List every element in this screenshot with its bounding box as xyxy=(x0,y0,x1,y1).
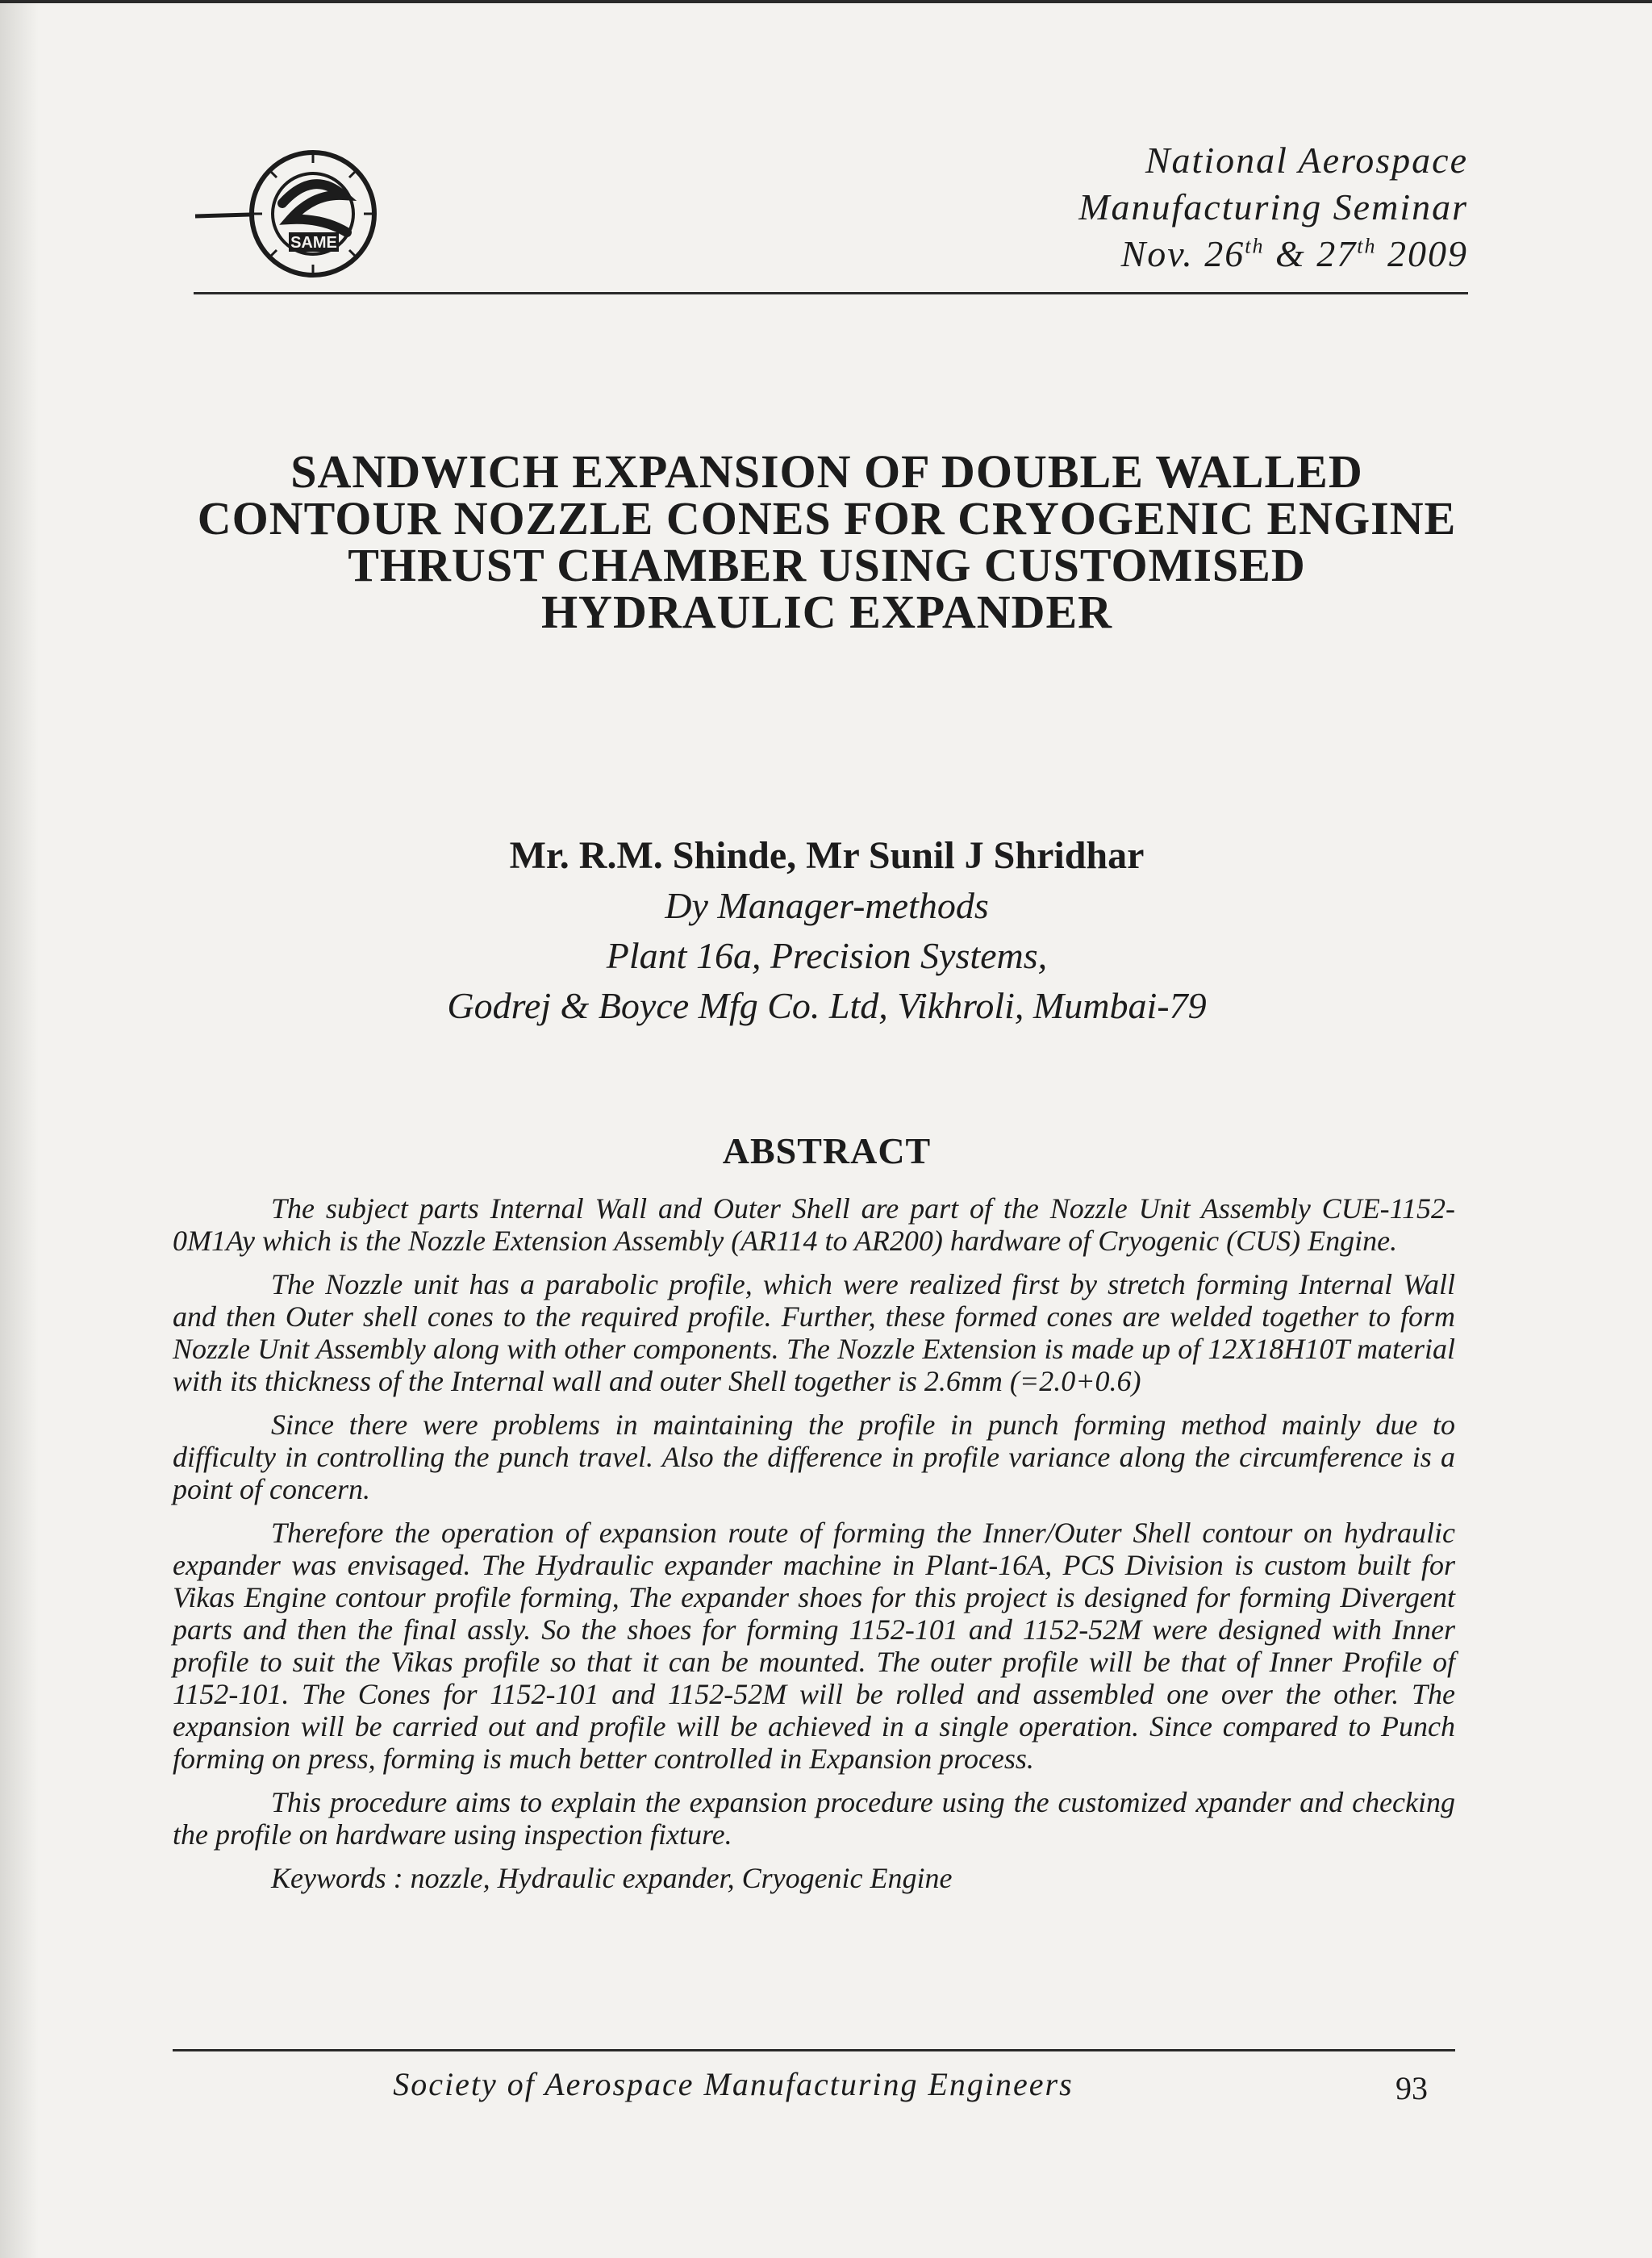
same-logo-icon xyxy=(194,145,379,282)
abstract-paragraph: Since there were problems in maintaining the profile in punch forming method mainly due to difficulty in controlling the punch travel. Also the difference in profile variance along the circumference is a point of concern. xyxy=(173,1409,1455,1505)
seminar-line-2: Manufacturing Seminar xyxy=(1078,186,1468,227)
top-edge-rule xyxy=(0,0,1652,3)
footer-society-name: Society of Aerospace Manufacturing Engineers xyxy=(393,2066,1074,2102)
abstract-heading: ABSTRACT xyxy=(722,1130,932,1171)
abstract-paragraph: The subject parts Internal Wall and Outer Shell are part of the Nozzle Unit Assembly CUE-1152-0M1Ay which is the Nozzle Extension Assembly (AR114 to AR200) hardware of Cryogenic (CUS) Engine. xyxy=(173,1192,1455,1257)
seminar-line-1: National Aerospace xyxy=(1145,140,1468,181)
author-designation: Dy Manager-methods xyxy=(665,885,989,926)
abstract-paragraph: This procedure aims to explain the expansion procedure using the customized xpander and checking the profile on hardware using inspection fixture. xyxy=(173,1786,1455,1851)
title-line: THRUST CHAMBER USING CUSTOMISED xyxy=(348,539,1306,591)
date-mid: & 27 xyxy=(1264,233,1358,274)
author-names: Mr. R.M. Shinde, Mr Sunil J Shridhar xyxy=(509,834,1145,877)
date-sup-1: th xyxy=(1245,234,1265,258)
keywords: Keywords : nozzle, Hydraulic expander, Cryogenic Engine xyxy=(271,1862,953,1894)
header-rule xyxy=(194,292,1468,294)
page-edge-shadow xyxy=(0,0,39,2258)
abstract-paragraph: The Nozzle unit has a parabolic profile, which were realized first by stretch forming Internal Wall and then Outer shell cones to the required profile. Further, these formed cones are welded together to form Nozzle Unit Assembly along with other components. The Nozzle Extension is made up of 12X18H10T material with its thickness of the Internal wall and outer Shell together is 2.6mm (=2.0+0.6) xyxy=(173,1268,1455,1397)
page-number: 93 xyxy=(1395,2070,1428,2106)
seminar-info xyxy=(1078,137,1468,278)
paper-title xyxy=(161,445,1492,638)
footer-rule xyxy=(173,2049,1455,2051)
date-prefix: Nov. 26 xyxy=(1120,233,1245,274)
seminar-date xyxy=(1078,231,1468,278)
abstract-body xyxy=(173,1192,1455,1905)
author-block xyxy=(242,831,1412,1031)
date-year: 2009 xyxy=(1376,233,1468,274)
title-line: CONTOUR NOZZLE CONES FOR CRYOGENIC ENGINE xyxy=(197,492,1457,545)
page-header xyxy=(194,137,1468,298)
logo-text: SAME xyxy=(290,234,337,252)
abstract-paragraph: Therefore the operation of expansion route of forming the Inner/Outer Shell contour on hydraulic expander was envisaged. The Hydraulic expander machine in Plant-16A, PCS Division is custom built for Vikas Engine contour profile forming, The expander shoes for this project is designed for forming Divergent parts and then the final assly. So the shoes for forming 1152-101 and 1152-52M were designed with Inner profile to suit the Vikas profile so that it can be mounted. The outer profile will be that of Inner Profile of 1152-101. The Cones for 1152-101 and 1152-52M will be rolled and assembled one over the other. The expansion will be carried out and profile will be achieved in a single operation. Since compared to Punch forming on press, forming is much better controlled in Expansion process. xyxy=(173,1517,1455,1775)
title-line: HYDRAULIC EXPANDER xyxy=(540,586,1113,638)
author-unit: Plant 16a, Precision Systems, xyxy=(606,935,1048,976)
title-line: SANDWICH EXPANSION OF DOUBLE WALLED xyxy=(290,445,1363,498)
date-sup-2: th xyxy=(1357,234,1377,258)
author-company: Godrej & Boyce Mfg Co. Ltd, Vikhroli, Mumbai-79 xyxy=(447,985,1207,1026)
